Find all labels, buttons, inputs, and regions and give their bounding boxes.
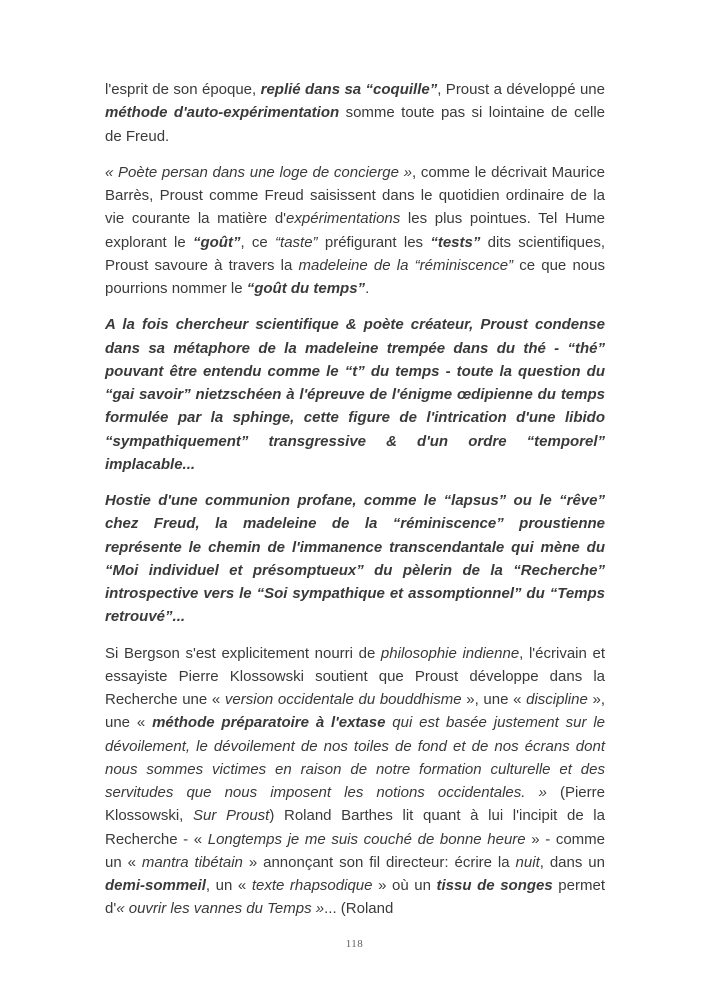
text-run: philosophie indienne	[380, 644, 520, 662]
text-run: demi-sommeil	[105, 877, 206, 894]
paragraph-4	[105, 489, 605, 629]
text-run: » annonçant son fil directeur: écrire la	[242, 853, 516, 871]
text-run: l'esprit de son époque,	[105, 81, 261, 98]
text-run: », une «	[105, 691, 605, 732]
text-run: méthode préparatoire à l'extase	[152, 714, 386, 732]
text-run: ce que nous pourrions nommer le	[105, 256, 605, 297]
text-run: » - comme un «	[105, 830, 605, 871]
text-run: » où un	[372, 877, 437, 894]
paragraph-5	[105, 642, 605, 921]
text-run: , comme le décrivait Maurice Barrès, Proust comme Freud saisissent dans le quotidien ordinaire de la vie courante la matière d'	[105, 163, 605, 228]
text-run: somme toute pas si lointaine de celle de Freud.	[105, 104, 606, 145]
text-run: (Pierre Klossowski,	[105, 784, 605, 825]
text-run: qui est basée justement sur le dévoilement, le dévoilement de nos toiles de fond et de nos écrans dont nous sommes victimes en raison de notre formation culturelle et des servitudes que nous imposent les notions occidentales. »	[105, 714, 605, 801]
page-number: 118	[345, 938, 364, 950]
text-run: », une «	[461, 691, 527, 708]
text-run: replié dans sa “coquille”	[260, 81, 438, 98]
text-run: “goût”	[192, 233, 241, 251]
text-run: dits scientifiques, Proust savoure à travers la	[105, 233, 605, 274]
text-run: permet d'	[105, 877, 605, 918]
text-run: méthode d'auto-expérimentation	[105, 104, 340, 122]
text-run: “goût du temps”	[246, 280, 366, 297]
text-run: ) Roland Barthes lit quant à lui l'incipit de la Recherche - «	[105, 807, 605, 848]
text-run: “tests”	[430, 233, 481, 251]
text-run: version occidentale du bouddhisme	[224, 691, 462, 708]
paragraph-3	[105, 313, 605, 476]
text-run: les plus pointues. Tel Hume explorant le	[105, 210, 606, 251]
text-run: tissu de songes	[436, 877, 553, 894]
text-run: « ouvrir les vannes du Temps »	[116, 900, 325, 918]
paragraph-2	[105, 161, 605, 301]
text-run: A la fois chercheur scientifique & poète créateur, Proust condense dans sa métaphore de la madeleine trempée dans du thé - “thé” pouvant être entendu comme le “t” du temps - toute la question du “gai savoir” nietzschéen à l'épreuve de l'énigme œdipienne du temps formulée par la sphinge, cette figure de l'intrication d'une libido “sympathiquement” transgressive & d'un ordre “temporel” implacable...	[105, 316, 605, 473]
text-run: expérimentations	[286, 210, 401, 228]
text-run: Si Bergson s'est explicitement nourri de	[105, 644, 381, 662]
text-run: « Poète persan dans une loge de concierge »	[105, 163, 412, 181]
text-run: Longtemps je me suis couché de bonne heure	[207, 830, 526, 848]
text-run: “taste”	[275, 233, 318, 251]
text-run: , Proust a développé une	[437, 81, 605, 98]
text-run: , un «	[205, 877, 252, 894]
text-run: texte rhapsodique	[251, 877, 373, 894]
text-run: ... (Roland	[324, 900, 394, 918]
text-run: , ce	[240, 233, 276, 251]
text-run: madeleine de la “réminiscence”	[298, 256, 514, 274]
text-run: , dans un	[539, 853, 605, 871]
text-run: préfigurant les	[317, 233, 431, 251]
text-run: nuit	[515, 853, 540, 871]
text-run: Hostie d'une communion profane, comme le “lapsus” ou le “rêve” chez Freud, la madeleine de la “réminiscence” proustienne représente le chemin de l'immanence transcendantale qui mène du “Moi individuel et présomptueux” du pèlerin de la “Recherche” introspective vers le “Soi sympathique et assomptionnel” du “Temps retrouvé”...	[105, 492, 605, 626]
text-run: .	[365, 280, 370, 297]
page-text	[105, 78, 605, 934]
paragraph-1	[105, 78, 605, 148]
text-run: Sur Proust	[193, 807, 270, 825]
text-run: , l'écrivain et essayiste Pierre Klossowski soutient que Proust développe dans la Recherche une «	[105, 644, 605, 708]
text-run: mantra tibétain	[141, 853, 243, 871]
text-run: discipline	[526, 691, 588, 708]
